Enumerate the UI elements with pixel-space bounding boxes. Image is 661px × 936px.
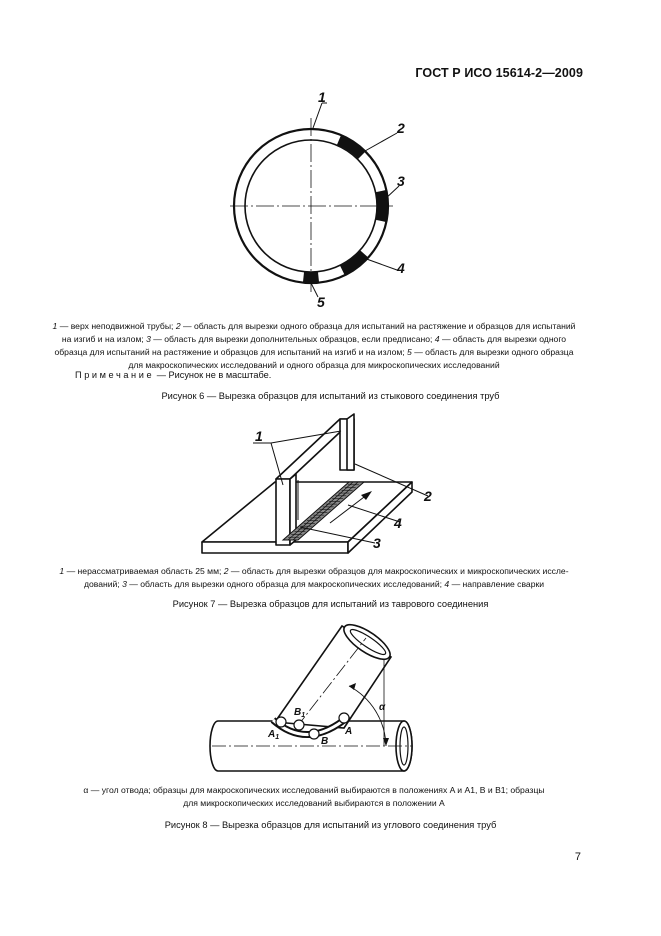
legend-item-text: на изгиб и на излом; bbox=[61, 334, 147, 344]
legend-item-number: 1 bbox=[52, 321, 58, 331]
legend-item-number: 1 bbox=[59, 566, 65, 576]
legend-item-text: — область для вырезки одного образца bbox=[411, 347, 574, 357]
fig7-label-3: 3 bbox=[373, 535, 381, 551]
fig6-label-5: 5 bbox=[317, 294, 325, 310]
fig7-label-4: 4 bbox=[394, 515, 402, 531]
fig8-label-b: B bbox=[321, 736, 329, 747]
legend-item-number: 3 bbox=[146, 334, 151, 344]
legend-item-text: — область для вырезки одного bbox=[439, 334, 567, 344]
fig8-legend-line-1: α — угол отвода; образцы для макроскопических исследований выбираются в положениях A и A1, B и B1; образцы bbox=[83, 785, 545, 795]
legend-item-text: — направление сварки bbox=[449, 579, 545, 589]
fig8-label-a1: $A_1$ bbox=[268, 729, 280, 741]
legend-item-text: — нерассматриваемая область 25 мм; bbox=[64, 566, 224, 576]
fig6-label-4: 4 bbox=[397, 260, 405, 276]
fig7-label-2: 2 bbox=[424, 488, 432, 504]
fig6-label-3: 3 bbox=[397, 173, 405, 189]
legend-item-text: для макроскопических исследований и одного образца для микроскопических исследований bbox=[128, 360, 500, 370]
legend-item-text: — область для вырезки одного образца для испытаний на растяжение и образцов для испытаний bbox=[180, 321, 576, 331]
fig8-legend-line-2: для микроскопических исследований выбираются в положении A bbox=[183, 798, 445, 808]
figure-6-caption: Рисунок 6 — Вырезка образцов для испытаний из стыкового соединения труб bbox=[161, 391, 500, 401]
note-label: Примечание bbox=[75, 370, 155, 380]
legend-item-number: 3 bbox=[122, 579, 127, 589]
fig8-label-a: A bbox=[345, 726, 353, 737]
legend-item-text: — область для вырезки одного образца для макроскопических исследований; bbox=[126, 579, 445, 589]
legend-item-number: 4 bbox=[434, 334, 440, 344]
figure-8-legend bbox=[44, 784, 584, 810]
legend-item-number: 4 bbox=[444, 579, 450, 589]
figure-8-caption: Рисунок 8 — Вырезка образцов для испытаний из углового соединения труб bbox=[164, 820, 497, 830]
fig6-label-1: 1 bbox=[318, 89, 326, 105]
fig8-label-b1: $B_1$ bbox=[294, 707, 306, 719]
legend-item-number: 5 bbox=[407, 347, 412, 357]
standard-header: ГОСТ Р ИСО 15614-2—2009 bbox=[415, 66, 583, 80]
fig7-label-1: 1 bbox=[255, 428, 263, 444]
legend-item-number: 2 bbox=[175, 321, 181, 331]
fig6-label-2: 2 bbox=[397, 120, 405, 136]
legend-item-text: образца для испытаний на растяжение и образцов для испытаний на изгиб и на излом; bbox=[54, 347, 408, 357]
page-number: 7 bbox=[574, 851, 581, 863]
legend-item-number: 2 bbox=[223, 566, 229, 576]
note-text: — Рисунок не в масштабе. bbox=[154, 370, 272, 380]
legend-item-text: — область для вырезки дополнительных образцов, если предписано; bbox=[150, 334, 435, 344]
legend-item-text: дований; bbox=[83, 579, 123, 589]
legend-item-text: — область для вырезки образцов для макроскопических и микроскопических иссле- bbox=[228, 566, 569, 576]
fig8-label-alpha: α bbox=[379, 702, 386, 713]
figure-7-caption: Рисунок 7 — Вырезка образцов для испытаний из таврового соединения bbox=[172, 599, 489, 609]
legend-item-text: — верх неподвижной трубы; bbox=[57, 321, 176, 331]
